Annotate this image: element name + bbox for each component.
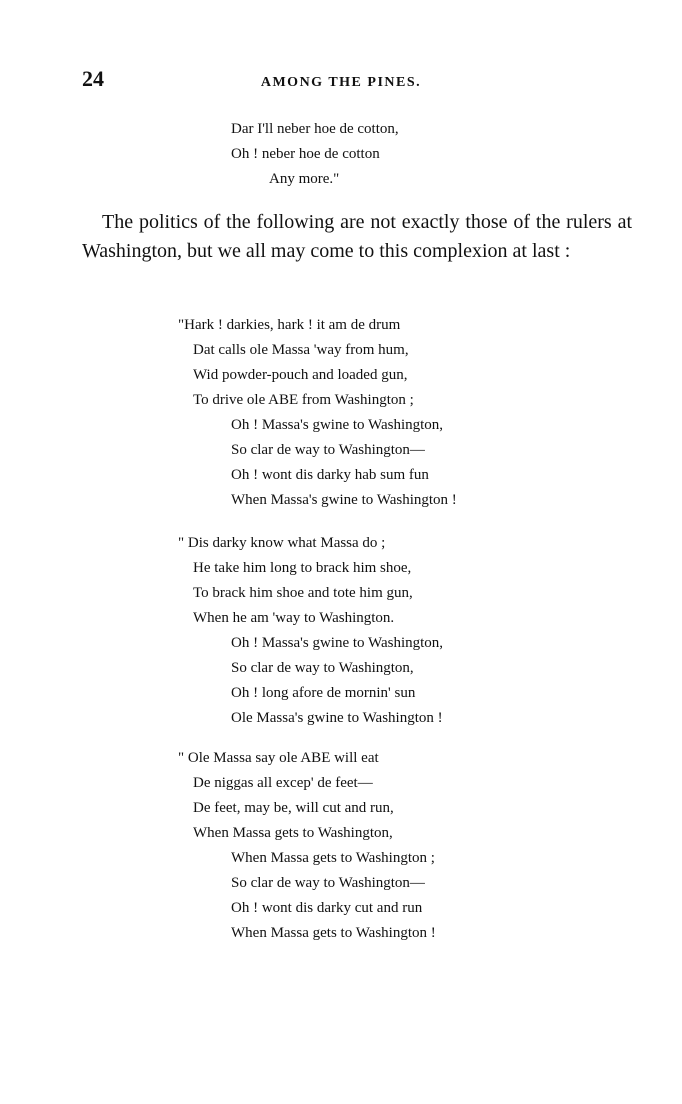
refrain-line: When Massa gets to Washington ! — [231, 925, 436, 941]
refrain-line: Ole Massa's gwine to Washington ! — [231, 710, 443, 726]
refrain-line: So clar de way to Washington— — [231, 875, 425, 891]
verse-line: Dar I'll neber hoe de cotton, — [231, 121, 399, 137]
stanza-line: De feet, may be, will cut and run, — [193, 800, 394, 816]
verse-line: Oh ! neber hoe de cotton — [231, 146, 380, 162]
body-paragraph: The politics of the following are not exactly those of the rulers at Washington, but we all may come to this complexion at last : — [82, 211, 632, 262]
refrain-line: When Massa gets to Washington ; — [231, 850, 435, 866]
song-stanza-3 — [178, 746, 436, 946]
page-number: 24 — [82, 66, 104, 91]
stanza-line: " Ole Massa say ole ABE will eat — [178, 750, 379, 766]
verse-line: Any more." — [269, 171, 340, 187]
refrain-line: So clar de way to Washington— — [231, 442, 425, 458]
refrain-line: Oh ! Massa's gwine to Washington, — [231, 635, 444, 651]
stanza-line: He take him long to brack him shoe, — [193, 560, 412, 576]
stanza-line: When Massa gets to Washington, — [193, 825, 393, 841]
refrain-line: Oh ! Massa's gwine to Washington, — [231, 417, 444, 433]
song-stanza-2 — [178, 531, 443, 731]
stanza-line: De niggas all excep' de feet— — [193, 775, 373, 791]
song-stanza-1 — [178, 313, 457, 513]
stanza-line: " Dis darky know what Massa do ; — [178, 535, 386, 551]
refrain-line: Oh ! wont dis darky hab sum fun — [231, 467, 429, 483]
running-title: AMONG THE PINES. — [260, 75, 422, 90]
top-verse — [231, 117, 399, 192]
stanza-line: "Hark ! darkies, hark ! it am de drum — [178, 317, 401, 333]
stanza-line: To drive ole ABE from Washington ; — [193, 392, 414, 408]
stanza-line: Dat calls ole Massa 'way from hum, — [193, 342, 409, 358]
refrain-line: Oh ! wont dis darky cut and run — [231, 900, 423, 916]
refrain-line: Oh ! long afore de mornin' sun — [231, 685, 416, 701]
refrain-line: So clar de way to Washington, — [231, 660, 414, 676]
stanza-line: To brack him shoe and tote him gun, — [193, 585, 413, 601]
stanza-line: Wid powder-pouch and loaded gun, — [193, 367, 408, 383]
stanza-line: When he am 'way to Washington. — [193, 610, 395, 626]
refrain-line: When Massa's gwine to Washington ! — [231, 492, 457, 508]
